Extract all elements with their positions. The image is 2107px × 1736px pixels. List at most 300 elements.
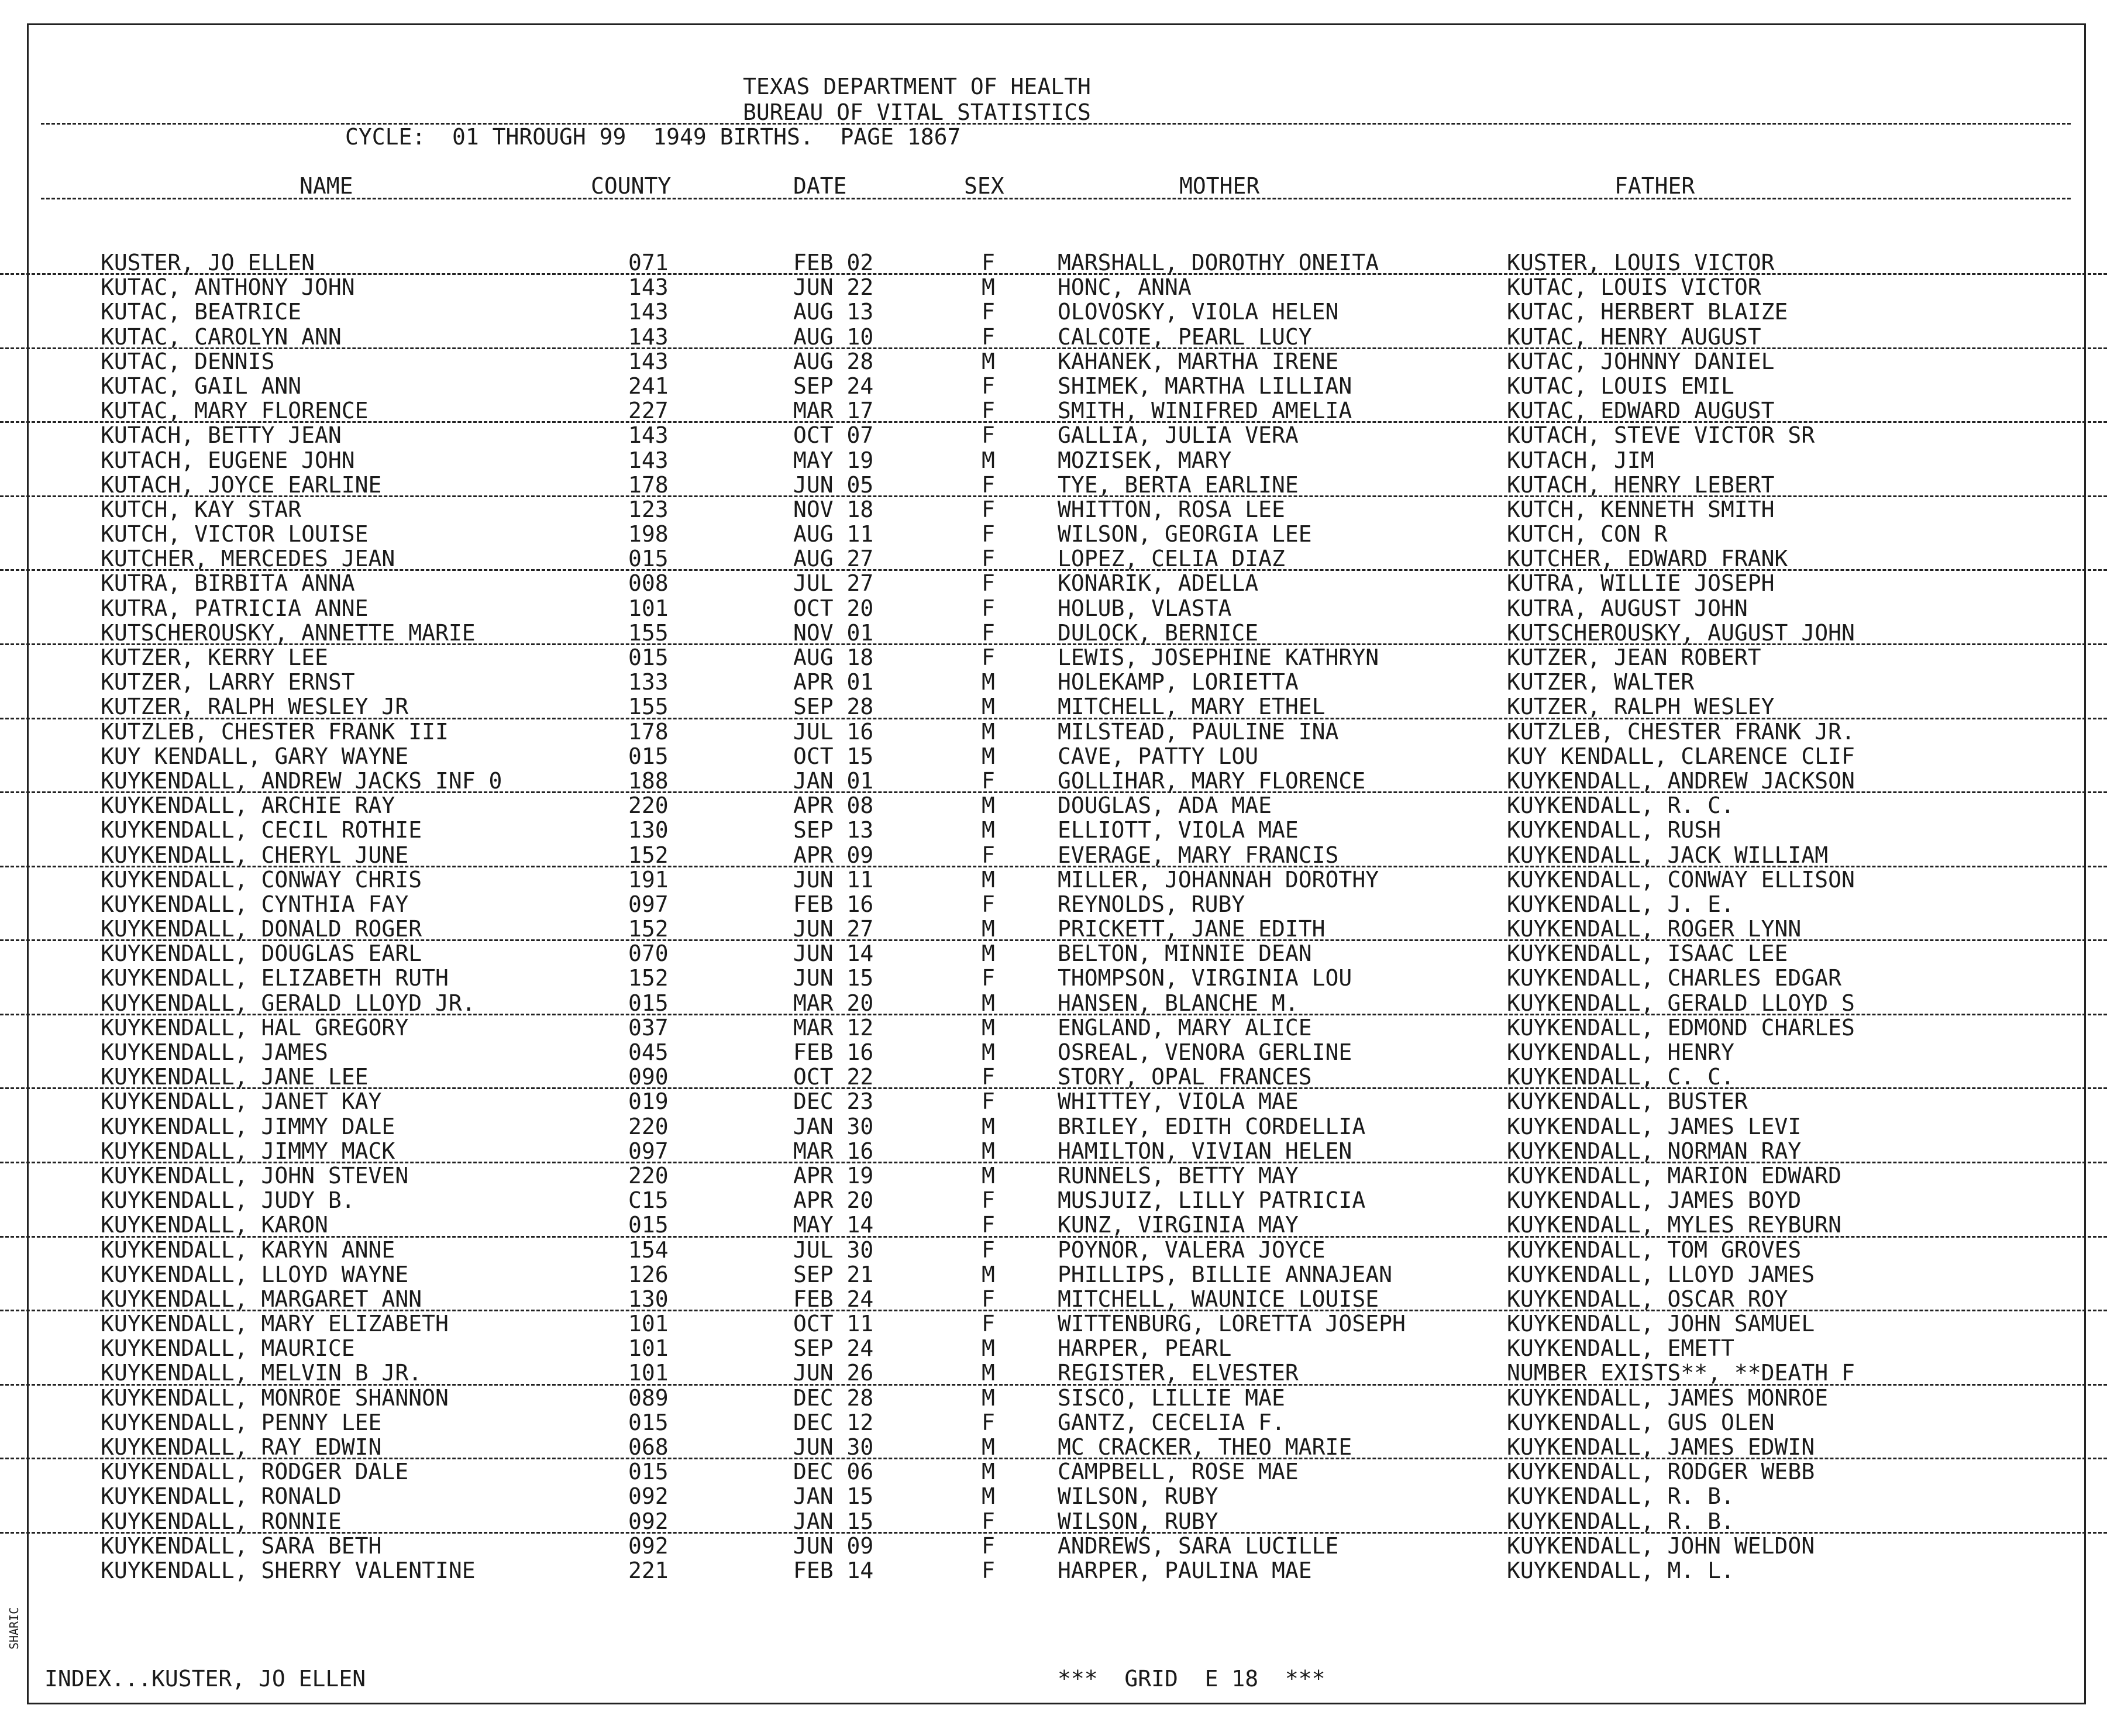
record-county: 015 xyxy=(628,990,669,1016)
record-mother: POYNOR, VALERA JOYCE xyxy=(1058,1236,1326,1263)
record-row xyxy=(0,1360,2107,1385)
record-name: KUY KENDALL, GARY WAYNE xyxy=(101,743,409,769)
record-name: KUYKENDALL, ANDREW JACKS INF 0 xyxy=(101,767,502,794)
record-county: 090 xyxy=(628,1064,669,1090)
column-header-sex: SEX xyxy=(964,173,1004,199)
record-county: 220 xyxy=(628,1162,669,1189)
record-sex: F xyxy=(982,323,995,350)
record-mother: SHIMEK, MARTHA LILLIAN xyxy=(1058,373,1352,399)
record-father: KUSTER, LOUIS VICTOR xyxy=(1507,250,1775,275)
record-county: C15 xyxy=(628,1187,669,1214)
bureau-title: BUREAU OF VITAL STATISTICS xyxy=(743,99,1091,125)
record-mother: MITCHELL, WAUNICE LOUISE xyxy=(1058,1286,1379,1312)
record-row xyxy=(0,1163,2107,1188)
record-row xyxy=(0,1336,2107,1360)
record-name: KUTRA, BIRBITA ANNA xyxy=(101,570,355,597)
record-mother: CAVE, PATTY LOU xyxy=(1058,743,1259,769)
record-name: KUTRA, PATRICIA ANNE xyxy=(101,595,369,621)
record-name: KUYKENDALL, CYNTHIA FAY xyxy=(101,891,409,917)
record-sex: M xyxy=(982,1138,995,1164)
record-name: KUTZLEB, CHESTER FRANK III xyxy=(101,718,449,745)
record-father: KUYKENDALL, J. E. xyxy=(1507,891,1734,917)
record-mother: WITTENBURG, LORETTA JOSEPH xyxy=(1058,1311,1406,1337)
record-county: 045 xyxy=(628,1039,669,1065)
record-sex: F xyxy=(982,1064,995,1090)
record-name: KUYKENDALL, MONROE SHANNON xyxy=(101,1384,449,1411)
record-date: FEB 16 xyxy=(793,1039,874,1065)
record-father: KUTCH, KENNETH SMITH xyxy=(1507,496,1775,522)
record-row xyxy=(0,571,2107,595)
record-mother: LEWIS, JOSEPHINE KATHRYN xyxy=(1058,645,1379,670)
record-row xyxy=(0,1040,2107,1065)
record-sex: F xyxy=(982,767,995,794)
record-date: JUN 14 xyxy=(793,941,874,967)
record-county: 220 xyxy=(628,1113,669,1139)
record-father: KUTZLEB, CHESTER FRANK JR. xyxy=(1507,718,1855,745)
record-father: KUTSCHEROUSKY, AUGUST JOHN xyxy=(1507,619,1855,646)
record-name: KUYKENDALL, DONALD ROGER xyxy=(101,916,422,942)
record-father: KUYKENDALL, JAMES LEVI xyxy=(1507,1113,1802,1139)
record-sex: F xyxy=(982,250,995,275)
record-row xyxy=(0,769,2107,793)
record-county: 101 xyxy=(628,1311,669,1337)
record-date: JAN 01 xyxy=(793,767,874,794)
record-row xyxy=(0,250,2107,275)
record-mother: MARSHALL, DOROTHY ONEITA xyxy=(1058,250,1379,275)
record-father: KUYKENDALL, ROGER LYNN xyxy=(1507,916,1802,942)
record-father: KUTACH, STEVE VICTOR SR xyxy=(1507,422,1815,449)
record-father: KUTRA, WILLIE JOSEPH xyxy=(1507,570,1775,597)
record-county: 178 xyxy=(628,718,669,745)
record-sex: M xyxy=(982,1360,995,1386)
record-row xyxy=(0,374,2107,398)
record-father: KUYKENDALL, GUS OLEN xyxy=(1507,1409,1775,1435)
record-father: KUYKENDALL, RUSH xyxy=(1507,817,1722,843)
record-row xyxy=(0,941,2107,966)
record-name: KUYKENDALL, LLOYD WAYNE xyxy=(101,1261,409,1287)
record-sex: M xyxy=(982,1014,995,1041)
record-row xyxy=(0,1238,2107,1262)
record-mother: ELLIOTT, VIOLA MAE xyxy=(1058,817,1299,843)
record-sex: M xyxy=(982,1039,995,1065)
record-sex: M xyxy=(982,817,995,843)
record-county: 092 xyxy=(628,1508,669,1534)
record-row xyxy=(0,694,2107,719)
record-name: KUTCH, VICTOR LOUISE xyxy=(101,521,369,547)
record-mother: SMITH, WINIFRED AMELIA xyxy=(1058,398,1352,424)
record-date: MAY 14 xyxy=(793,1212,874,1238)
record-date: APR 01 xyxy=(793,669,874,695)
record-name: KUYKENDALL, RONNIE xyxy=(101,1508,342,1534)
record-name: KUTACH, EUGENE JOHN xyxy=(101,447,355,473)
column-header-mother: MOTHER xyxy=(1179,173,1260,199)
record-father: KUYKENDALL, C. C. xyxy=(1507,1064,1734,1090)
record-date: OCT 07 xyxy=(793,422,874,449)
record-father: KUYKENDALL, JOHN SAMUEL xyxy=(1507,1311,1815,1337)
record-sex: F xyxy=(982,619,995,646)
record-row xyxy=(0,991,2107,1015)
record-sex: M xyxy=(982,669,995,695)
record-father: KUYKENDALL, CONWAY ELLISON xyxy=(1507,866,1855,893)
record-date: MAY 19 xyxy=(793,447,874,473)
record-list xyxy=(0,250,2107,1583)
record-mother: ENGLAND, MARY ALICE xyxy=(1058,1014,1312,1041)
record-name: KUYKENDALL, MELVIN B JR. xyxy=(101,1360,422,1386)
record-mother: MILSTEAD, PAULINE INA xyxy=(1058,718,1339,745)
record-row xyxy=(0,596,2107,621)
record-row xyxy=(0,1509,2107,1534)
record-mother: HAMILTON, VIVIAN HELEN xyxy=(1058,1138,1352,1164)
record-sex: F xyxy=(982,595,995,621)
record-father: KUTZER, JEAN ROBERT xyxy=(1507,645,1761,670)
record-sex: M xyxy=(982,1434,995,1460)
record-date: FEB 14 xyxy=(793,1557,874,1583)
record-mother: MC CRACKER, THEO MARIE xyxy=(1058,1434,1352,1460)
record-mother: TYE, BERTA EARLINE xyxy=(1058,471,1299,498)
record-father: KUYKENDALL, OSCAR ROY xyxy=(1507,1286,1788,1312)
record-name: KUSTER, JO ELLEN xyxy=(101,250,315,275)
record-name: KUYKENDALL, MAURICE xyxy=(101,1335,355,1362)
record-mother: REYNOLDS, RUBY xyxy=(1058,891,1245,917)
record-row xyxy=(0,423,2107,447)
record-name: KUYKENDALL, KARON xyxy=(101,1212,328,1238)
record-father: KUYKENDALL, MARION EDWARD xyxy=(1507,1162,1841,1189)
record-name: KUYKENDALL, CHERYL JUNE xyxy=(101,842,409,868)
record-date: NOV 01 xyxy=(793,619,874,646)
record-name: KUTZER, LARRY ERNST xyxy=(101,669,355,695)
record-county: 068 xyxy=(628,1434,669,1460)
record-county: 123 xyxy=(628,496,669,522)
record-sex: F xyxy=(982,645,995,670)
record-mother: WILSON, GEORGIA LEE xyxy=(1058,521,1312,547)
record-sex: M xyxy=(982,348,995,374)
record-row xyxy=(0,1311,2107,1336)
record-mother: EVERAGE, MARY FRANCIS xyxy=(1058,842,1339,868)
record-sex: F xyxy=(982,1212,995,1238)
record-father: KUY KENDALL, CLARENCE CLIF xyxy=(1507,743,1855,769)
record-date: OCT 15 xyxy=(793,743,874,769)
record-father: KUYKENDALL, GERALD LLOYD S xyxy=(1507,990,1855,1016)
record-sex: F xyxy=(982,1089,995,1115)
record-name: KUYKENDALL, RONALD xyxy=(101,1483,342,1510)
record-father: KUYKENDALL, MYLES REYBURN xyxy=(1507,1212,1841,1238)
record-father: KUYKENDALL, R. B. xyxy=(1507,1483,1734,1510)
record-date: MAR 12 xyxy=(793,1014,874,1041)
record-sex: M xyxy=(982,1113,995,1139)
record-county: 015 xyxy=(628,645,669,670)
column-header-father: FATHER xyxy=(1614,173,1695,199)
record-mother: BELTON, MINNIE DEAN xyxy=(1058,941,1312,967)
record-mother: HARPER, PEARL xyxy=(1058,1335,1232,1362)
record-father: KUTACH, JIM xyxy=(1507,447,1654,473)
record-name: KUYKENDALL, JAMES xyxy=(101,1039,328,1065)
record-sex: F xyxy=(982,842,995,868)
record-date: JAN 30 xyxy=(793,1113,874,1139)
record-date: OCT 11 xyxy=(793,1311,874,1337)
record-date: JUL 27 xyxy=(793,570,874,597)
record-mother: ANDREWS, SARA LUCILLE xyxy=(1058,1532,1339,1559)
record-row xyxy=(0,670,2107,694)
record-date: SEP 28 xyxy=(793,694,874,720)
record-row xyxy=(0,1015,2107,1040)
record-date: AUG 28 xyxy=(793,348,874,374)
record-mother: GALLIA, JULIA VERA xyxy=(1058,422,1299,449)
record-county: 155 xyxy=(628,619,669,646)
record-row xyxy=(0,843,2107,867)
record-father: KUYKENDALL, JAMES BOYD xyxy=(1507,1187,1802,1214)
record-mother: GOLLIHAR, MARY FLORENCE xyxy=(1058,767,1366,794)
record-father: KUYKENDALL, JAMES EDWIN xyxy=(1507,1434,1815,1460)
record-mother: WILSON, RUBY xyxy=(1058,1508,1218,1534)
record-name: KUYKENDALL, JIMMY DALE xyxy=(101,1113,395,1139)
record-mother: KUNZ, VIRGINIA MAY xyxy=(1058,1212,1299,1238)
record-county: 101 xyxy=(628,1360,669,1386)
record-father: KUTAC, LOUIS VICTOR xyxy=(1507,274,1761,301)
record-county: 019 xyxy=(628,1089,669,1115)
record-date: MAR 17 xyxy=(793,398,874,424)
record-date: SEP 24 xyxy=(793,1335,874,1362)
record-name: KUTCH, KAY STAR xyxy=(101,496,302,522)
record-sex: M xyxy=(982,866,995,893)
record-date: JUN 09 xyxy=(793,1532,874,1559)
record-date: FEB 16 xyxy=(793,891,874,917)
record-name: KUYKENDALL, JUDY B. xyxy=(101,1187,355,1214)
record-mother: DULOCK, BERNICE xyxy=(1058,619,1259,646)
record-date: MAR 20 xyxy=(793,990,874,1016)
record-date: DEC 28 xyxy=(793,1384,874,1411)
record-date: AUG 11 xyxy=(793,521,874,547)
record-county: 220 xyxy=(628,793,669,819)
record-county: 143 xyxy=(628,323,669,350)
record-sex: M xyxy=(982,1261,995,1287)
record-father: KUTCHER, EDWARD FRANK xyxy=(1507,546,1788,572)
record-mother: RUNNELS, BETTY MAY xyxy=(1058,1162,1299,1189)
record-name: KUYKENDALL, JANE LEE xyxy=(101,1064,369,1090)
record-mother: SISCO, LILLIE MAE xyxy=(1058,1384,1285,1411)
record-father: KUTAC, LOUIS EMIL xyxy=(1507,373,1734,399)
record-row xyxy=(0,1287,2107,1311)
record-name: KUYKENDALL, MARY ELIZABETH xyxy=(101,1311,449,1337)
record-mother: CALCOTE, PEARL LUCY xyxy=(1058,323,1312,350)
record-county: 188 xyxy=(628,767,669,794)
record-father: KUYKENDALL, JOHN WELDON xyxy=(1507,1532,1815,1559)
record-sex: M xyxy=(982,1162,995,1189)
record-name: KUYKENDALL, MARGARET ANN xyxy=(101,1286,422,1312)
record-county: 015 xyxy=(628,1212,669,1238)
record-county: 130 xyxy=(628,1286,669,1312)
record-mother: HONC, ANNA xyxy=(1058,274,1192,301)
record-sex: M xyxy=(982,274,995,301)
record-row xyxy=(0,325,2107,349)
record-row xyxy=(0,818,2107,842)
record-sex: F xyxy=(982,1557,995,1583)
record-row xyxy=(0,349,2107,374)
record-date: AUG 10 xyxy=(793,323,874,350)
record-father: KUYKENDALL, TOM GROVES xyxy=(1507,1236,1802,1263)
record-county: 089 xyxy=(628,1384,669,1411)
record-row xyxy=(0,1386,2107,1410)
record-mother: GANTZ, CECELIA F. xyxy=(1058,1409,1285,1435)
record-sex: F xyxy=(982,1236,995,1263)
record-father: KUTACH, HENRY LEBERT xyxy=(1507,471,1775,498)
record-date: OCT 20 xyxy=(793,595,874,621)
record-county: 155 xyxy=(628,694,669,720)
record-sex: F xyxy=(982,496,995,522)
record-name: KUTAC, MARY FLORENCE xyxy=(101,398,369,424)
record-father: KUYKENDALL, EDMOND CHARLES xyxy=(1507,1014,1855,1041)
record-sex: M xyxy=(982,990,995,1016)
record-mother: WILSON, RUBY xyxy=(1058,1483,1218,1510)
record-name: KUYKENDALL, JANET KAY xyxy=(101,1089,382,1115)
record-sex: M xyxy=(982,1483,995,1510)
record-date: APR 20 xyxy=(793,1187,874,1214)
record-row xyxy=(0,1065,2107,1089)
record-father: KUYKENDALL, R. C. xyxy=(1507,793,1734,819)
record-name: KUTAC, ANTHONY JOHN xyxy=(101,274,355,301)
record-mother: HARPER, PAULINA MAE xyxy=(1058,1557,1312,1583)
record-row xyxy=(0,546,2107,571)
record-county: 037 xyxy=(628,1014,669,1041)
record-county: 015 xyxy=(628,1459,669,1485)
record-county: 015 xyxy=(628,743,669,769)
record-father: KUYKENDALL, ANDREW JACKSON xyxy=(1507,767,1855,794)
department-title: TEXAS DEPARTMENT OF HEALTH xyxy=(743,74,1091,99)
record-sex: F xyxy=(982,1409,995,1435)
record-date: JUN 27 xyxy=(793,916,874,942)
record-date: NOV 18 xyxy=(793,496,874,522)
record-name: KUYKENDALL, DOUGLAS EARL xyxy=(101,941,422,967)
record-row xyxy=(0,299,2107,324)
record-sex: F xyxy=(982,1508,995,1534)
record-name: KUTAC, BEATRICE xyxy=(101,299,302,325)
record-row xyxy=(0,1089,2107,1114)
record-father: KUYKENDALL, EMETT xyxy=(1507,1335,1734,1362)
record-name: KUYKENDALL, SARA BETH xyxy=(101,1532,382,1559)
record-row xyxy=(0,398,2107,423)
record-name: KUYKENDALL, CECIL ROTHIE xyxy=(101,817,422,843)
record-date: APR 09 xyxy=(793,842,874,868)
record-date: JUN 26 xyxy=(793,1360,874,1386)
record-name: KUYKENDALL, GERALD LLOYD JR. xyxy=(101,990,476,1016)
record-date: JAN 15 xyxy=(793,1508,874,1534)
record-date: FEB 02 xyxy=(793,250,874,275)
record-date: AUG 13 xyxy=(793,299,874,325)
record-mother: MILLER, JOHANNAH DOROTHY xyxy=(1058,866,1379,893)
record-mother: OLOVOSKY, VIOLA HELEN xyxy=(1058,299,1339,325)
record-row xyxy=(0,1558,2107,1583)
record-mother: BRILEY, EDITH CORDELLIA xyxy=(1058,1113,1366,1139)
record-county: 221 xyxy=(628,1557,669,1583)
record-sex: F xyxy=(982,1286,995,1312)
record-father: NUMBER EXISTS**, **DEATH F xyxy=(1507,1360,1855,1386)
record-row xyxy=(0,1213,2107,1237)
record-sex: F xyxy=(982,373,995,399)
record-date: APR 08 xyxy=(793,793,874,819)
record-date: JUL 30 xyxy=(793,1236,874,1263)
record-sex: F xyxy=(982,1532,995,1559)
record-row xyxy=(0,1435,2107,1459)
record-name: KUTSCHEROUSKY, ANNETTE MARIE xyxy=(101,619,476,646)
record-name: KUYKENDALL, JOHN STEVEN xyxy=(101,1162,409,1189)
record-date: SEP 13 xyxy=(793,817,874,843)
record-county: 133 xyxy=(628,669,669,695)
record-sex: F xyxy=(982,299,995,325)
record-date: FEB 24 xyxy=(793,1286,874,1312)
record-father: KUTRA, AUGUST JOHN xyxy=(1507,595,1748,621)
record-county: 071 xyxy=(628,250,669,275)
record-county: 070 xyxy=(628,941,669,967)
record-row xyxy=(0,917,2107,941)
record-name: KUTZER, RALPH WESLEY JR xyxy=(101,694,409,720)
record-row xyxy=(0,448,2107,473)
record-mother: THOMPSON, VIRGINIA LOU xyxy=(1058,965,1352,991)
record-sex: M xyxy=(982,694,995,720)
record-county: 143 xyxy=(628,274,669,301)
record-row xyxy=(0,1410,2107,1435)
column-header-rule xyxy=(41,198,2071,199)
record-name: KUTAC, DENNIS xyxy=(101,348,275,374)
record-date: AUG 27 xyxy=(793,546,874,572)
record-name: KUYKENDALL, CONWAY CHRIS xyxy=(101,866,422,893)
record-county: 227 xyxy=(628,398,669,424)
record-name: KUYKENDALL, SHERRY VALENTINE xyxy=(101,1557,476,1583)
record-county: 097 xyxy=(628,891,669,917)
record-sex: F xyxy=(982,891,995,917)
record-sex: F xyxy=(982,546,995,572)
record-name: KUTACH, BETTY JEAN xyxy=(101,422,342,449)
record-father: KUYKENDALL, M. L. xyxy=(1507,1557,1734,1583)
record-county: 015 xyxy=(628,546,669,572)
record-name: KUYKENDALL, RAY EDWIN xyxy=(101,1434,382,1460)
record-sex: F xyxy=(982,422,995,449)
column-header-date: DATE xyxy=(793,173,847,199)
record-mother: KAHANEK, MARTHA IRENE xyxy=(1058,348,1339,374)
record-mother: PHILLIPS, BILLIE ANNAJEAN xyxy=(1058,1261,1392,1287)
record-date: JUN 11 xyxy=(793,866,874,893)
record-sex: F xyxy=(982,398,995,424)
record-row xyxy=(0,1459,2107,1484)
record-date: DEC 23 xyxy=(793,1089,874,1115)
record-county: 126 xyxy=(628,1261,669,1287)
record-name: KUTACH, JOYCE EARLINE xyxy=(101,471,382,498)
record-father: KUTAC, EDWARD AUGUST xyxy=(1507,398,1775,424)
record-row xyxy=(0,892,2107,917)
record-row xyxy=(0,1262,2107,1287)
record-county: 154 xyxy=(628,1236,669,1263)
record-row xyxy=(0,621,2107,645)
record-row xyxy=(0,966,2107,990)
record-mother: DOUGLAS, ADA MAE xyxy=(1058,793,1272,819)
record-father: KUYKENDALL, R. B. xyxy=(1507,1508,1734,1534)
record-name: KUYKENDALL, KARYN ANNE xyxy=(101,1236,395,1263)
record-county: 191 xyxy=(628,866,669,893)
record-mother: WHITTON, ROSA LEE xyxy=(1058,496,1285,522)
record-sex: M xyxy=(982,916,995,942)
record-county: 152 xyxy=(628,965,669,991)
record-father: KUYKENDALL, CHARLES EDGAR xyxy=(1507,965,1841,991)
record-sex: M xyxy=(982,941,995,967)
record-county: 015 xyxy=(628,1409,669,1435)
record-row xyxy=(0,473,2107,497)
record-sex: M xyxy=(982,1384,995,1411)
record-mother: HOLEKAMP, LORIETTA xyxy=(1058,669,1299,695)
side-label: SHARIC xyxy=(7,1607,21,1649)
record-date: JUN 15 xyxy=(793,965,874,991)
record-name: KUYKENDALL, JIMMY MACK xyxy=(101,1138,395,1164)
record-sex: F xyxy=(982,965,995,991)
record-row xyxy=(0,867,2107,892)
record-father: KUTAC, HENRY AUGUST xyxy=(1507,323,1761,350)
